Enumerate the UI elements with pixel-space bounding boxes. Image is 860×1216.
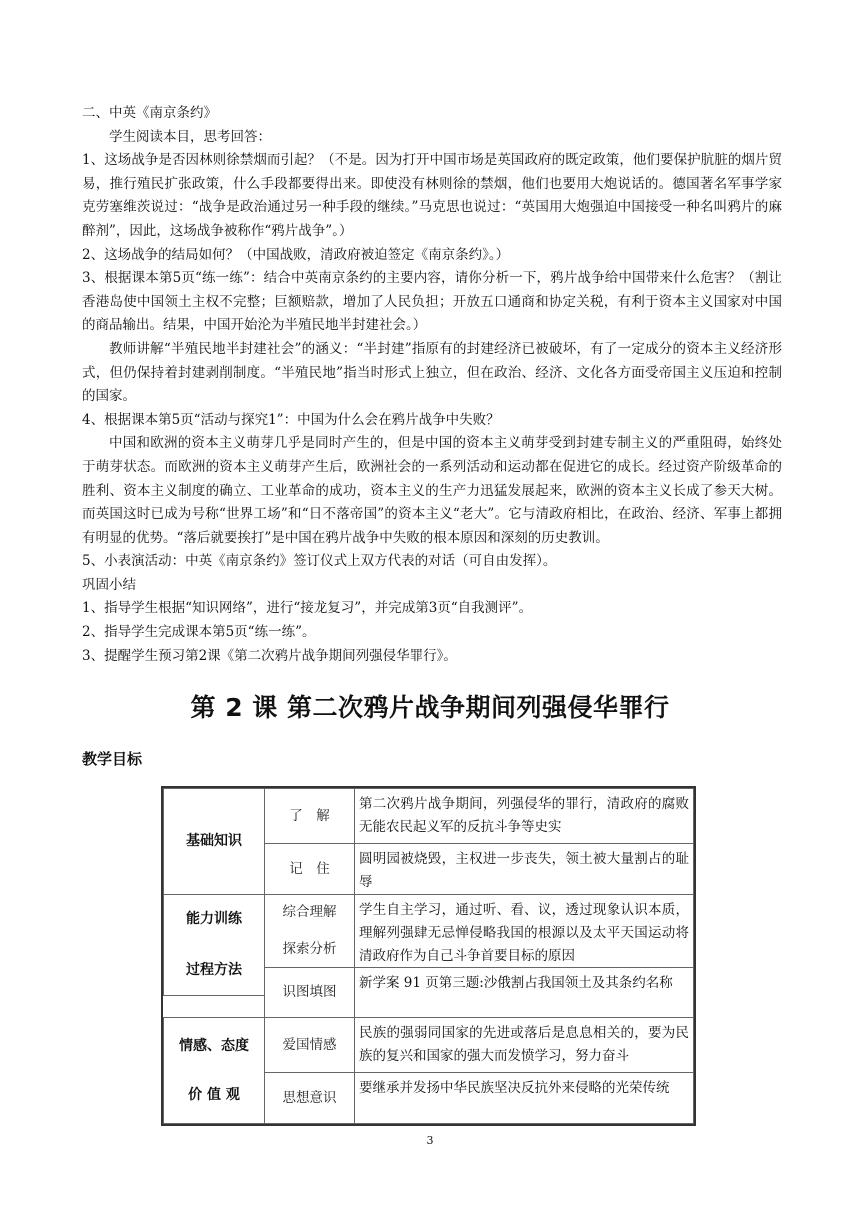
teacher-explanation: 教师讲解“半殖民地半封建社会”的涵义：“半封建”指原有的封建经济已被破坏，有了一定成分的资本主义经济形式，但仍保持着封建剥削制度。“半殖民地”指当时形式上独立，但在政治、经济、文化各方面受帝国主义压迫和控制的国家。 [82,340,782,405]
question-4: 4、根据课本第5页“活动与探究1”：中国为什么会在鸦片战争中失败？ [82,411,500,428]
category-values: 价 值 观 [188,1086,240,1103]
desc-ideology: 要继承并发扬中华民族坚决反抗外来侵略的光荣传统 [354,1072,694,1124]
desc-comprehend: 学生自主学习，通过听、看、议，透过现象认识本质，理解列强肆无忌惮侵略我国的根源以及太平天国运动将清政府作为自己斗争首要目标的原因 [354,894,694,968]
desc-map: 新学案 91 页第三题:沙俄割占我国领土及其条约名称 [354,967,694,1018]
sub-comprehend: 综合理解 [282,904,337,920]
desc-patriotism: 民族的强弱同国家的先进或落后是息息相关的，要为民族的复兴和国家的强大而发愤学习，努力奋斗 [354,1017,694,1073]
section-heading: 二、中英《南京条约》 [82,105,217,121]
objectives-table [161,786,696,1126]
sub-patriotism: 爱国情感 [264,1017,355,1073]
question-2: 2、这场战争的结局如何？（中国战败，清政府被迫签定《南京条约》。） [82,246,510,263]
sub-explore: 探索分析 [282,941,337,957]
question-5: 5、小表演活动：中英《南京条约》签订仪式上双方代表的对话（可自由发挥）。 [82,553,557,570]
sub-understand: 了 解 [264,788,355,844]
question-1: 1、这场战争是否因林则徐禁烟而引起？（不是。因为打开中国市场是英国政府的既定政策，他们要保护肮脏的烟片贸易，推行殖民扩张政策，什么手段都要得出来。即使没有林则徐的禁烟，他们也要用大炮说话的。德国著名军事学家克劳塞维茨说过：“战争是政治通过另一种手段的继续。”马克思也说过：“英国用大炮强迫中国接受一种名叫鸦片的麻醉剂”，因此，这场战争被称作“鸦片战争”。） [82,152,782,239]
consolidation-item: 1、指导学生根据“知识网络”，进行“接龙复习”，并完成第3页“自我测评”。 [82,600,533,617]
sub-comprehend-explore [264,894,355,968]
category-ability: 能力训练 [186,911,242,927]
category-emotion-values [163,1017,265,1124]
consolidation-item: 3、提醒学生预习第2课《第二次鸦片战争期间列强侵华罪行》。 [82,647,457,664]
reading-prompt: 学生阅读本目，思考回答： [109,128,271,145]
desc-understand: 第二次鸦片战争期间，列强侵华的罪行，清政府的腐败无能农民起义军的反抗斗争等史实 [354,788,694,844]
question-3: 3、根据课本第5页“练一练”：结合中英南京条约的主要内容，请你分析一下，鸦片战争给中国带来什么危害？（割让香港岛使中国领土主权不完整；巨额赔款，增加了人民负担；开放五口通商和协定关税，有利于资本主义国家对中国的商品输出。结果，中国开始沦为半殖民地半封建社会。） [82,270,782,334]
objectives-heading: 教学目标 [82,750,143,768]
body-text [82,102,782,668]
category-ability-process [163,894,265,996]
category-process: 过程方法 [186,962,242,978]
desc-remember: 圆明园被烧毁，主权进一步丧失，领土被大量割占的耻辱 [354,843,694,895]
sub-ideology: 思想意识 [264,1072,355,1124]
sub-remember: 记 住 [264,843,355,895]
page-number: 3 [426,1134,434,1147]
question-4-answer: 中国和欧洲的资本主义萌芽几乎是同时产生的，但是中国的资本主义萌芽受到封建专制主义的严重阻碍，始终处于萌芽状态。而欧洲的资本主义萌芽产生后，欧洲社会的一系列活动和运动都在促进它的成长。经过资产阶级革命的胜利、资本主义制度的确立、工业革命的成功，资本主义的生产力迅猛发展起来，欧洲的资本主义长成了参天大树。而英国这时已成为号称“世界工场”和“日不落帝国”的资本主义“老大”。它与清政府相比，在政治、经济、军事上都拥有明显的优势。“落后就要挨打”是中国在鸦片战争中失败的根本原因和深刻的历史教训。 [82,435,782,546]
sub-map: 识图填图 [264,967,355,1018]
consolidation-heading: 巩固小结 [82,576,136,593]
category-basic-knowledge: 基础知识 [163,788,265,895]
lesson-title: 第 2 课 第二次鸦片战争期间列强侵华罪行 [190,693,670,722]
consolidation-item: 2、指导学生完成课本第5页“练一练”。 [82,624,316,641]
category-emotion: 情感、态度 [179,1037,249,1054]
